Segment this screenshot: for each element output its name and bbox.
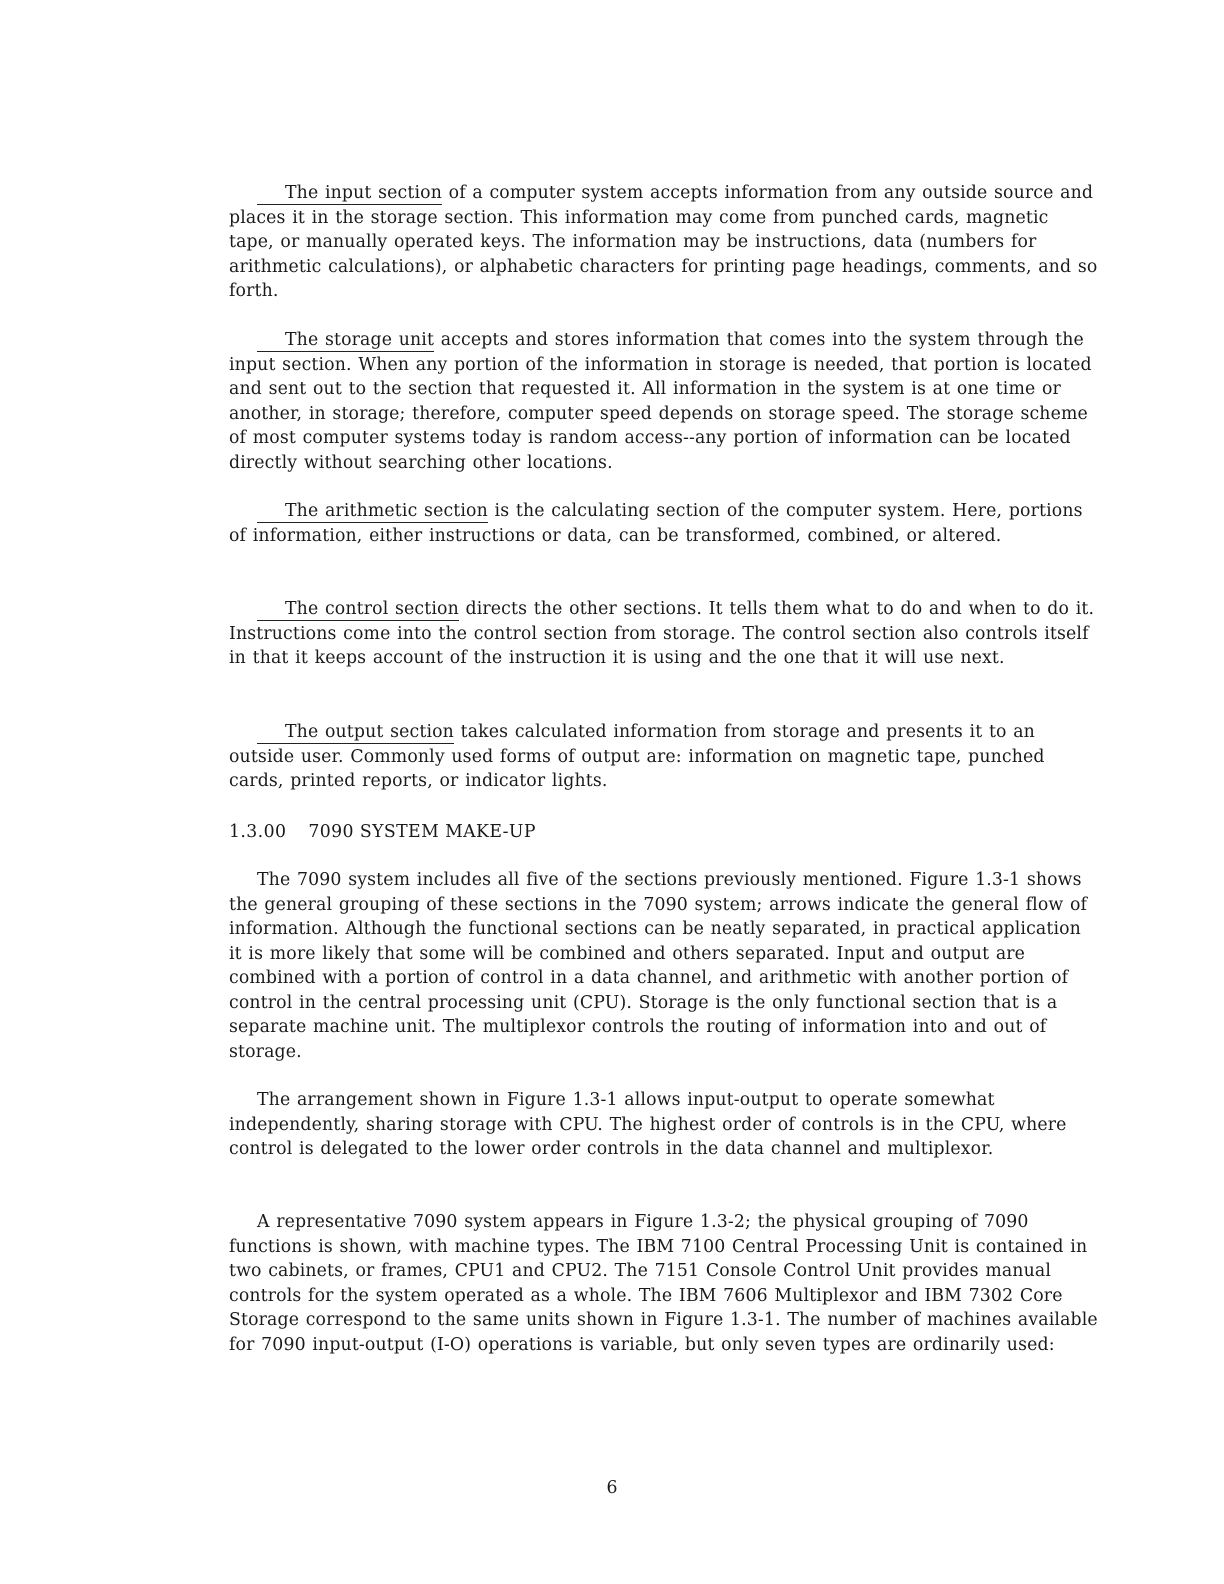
term-control-section: The control section xyxy=(257,600,459,621)
paragraph-arrangement: The arrangement shown in Figure 1.3-1 allows input-output to operate somewhat independently, sharing storage with CPU. The highest order of controls is in the CPU, where control is delegated to the lower order controls in the data channel and multiplexor. xyxy=(229,1090,1067,1159)
paragraph-control-section-text: directs the other sections. It tells them what to do and when to do it. Instructions come into the control section from storage. The control section also controls itself in that it keeps account of the instruction it is using and the one that it will use next. xyxy=(229,599,1095,668)
paragraph-input-section xyxy=(229,181,1099,304)
paragraph-input-section-text: of a computer system accepts information from any outside source and places it in the storage section. This information may come from punched cards, magnetic tape, or manually operated keys. The information may be instructions, data (numbers for arithmetic calculations), or alphabetic characters for printing page headings, comments, and so forth. xyxy=(229,183,1098,301)
term-output-section: The output section xyxy=(257,723,454,744)
paragraph-control-section xyxy=(229,597,1099,671)
section-number: 1.3.00 xyxy=(229,822,287,842)
paragraph-storage-unit-text: accepts and stores information that comes into the system through the input section. When any portion of the information in storage is needed, that portion is located and sent out to the section that requested it. All information in the system is at one time or another, in storage; therefore, computer speed depends on storage speed. The storage scheme of most computer systems today is random access--any portion of information can be located directly without searching other locations. xyxy=(229,330,1092,473)
section-heading xyxy=(229,820,536,844)
paragraph-representative-system: A representative 7090 system appears in Figure 1.3-2; the physical grouping of 7090 functions is shown, with machine types. The IBM 7100 Central Processing Unit is contained in two cabinets, or frames, CPU1 and CPU2. The 7151 Console Control Unit provides manual controls for the system operated as a whole. The IBM 7606 Multiplexor and IBM 7302 Core Storage correspond to the same units shown in Figure 1.3-1. The number of machines available for 7090 input-output (I-O) operations is variable, but only seven types are ordinarily used: xyxy=(229,1212,1098,1355)
paragraph-arithmetic-section-text: is the calculating section of the computer system. Here, portions of information, either instructions or data, can be transformed, combined, or altered. xyxy=(229,501,1083,546)
paragraph-output-section xyxy=(229,720,1099,794)
section-title: 7090 SYSTEM MAKE-UP xyxy=(308,822,536,842)
page-number: 6 xyxy=(606,1478,618,1498)
term-storage-unit: The storage unit xyxy=(257,331,434,352)
paragraph-storage-unit xyxy=(229,328,1099,475)
term-input-section: The input section xyxy=(257,184,442,205)
paragraph-arithmetic-section xyxy=(229,499,1099,548)
paragraph-output-section-text: takes calculated information from storage and presents it to an outside user. Commonly used forms of output are: information on magnetic tape, punched cards, printed reports, or indicator lights. xyxy=(229,722,1045,791)
paragraph-system-overview: The 7090 system includes all five of the sections previously mentioned. Figure 1.3-1 shows the general grouping of these sections in the 7090 system; arrows indicate the general flow of information. Although the functional sections can be neatly separated, in practical application it is more likely that some will be combined and others separated. Input and output are combined with a portion of control in a data channel, and arithmetic with another portion of control in the central processing unit (CPU). Storage is the only functional section that is a separate machine unit. The multiplexor controls the routing of information into and out of storage. xyxy=(229,870,1088,1062)
term-arithmetic-section: The arithmetic section xyxy=(257,502,488,523)
